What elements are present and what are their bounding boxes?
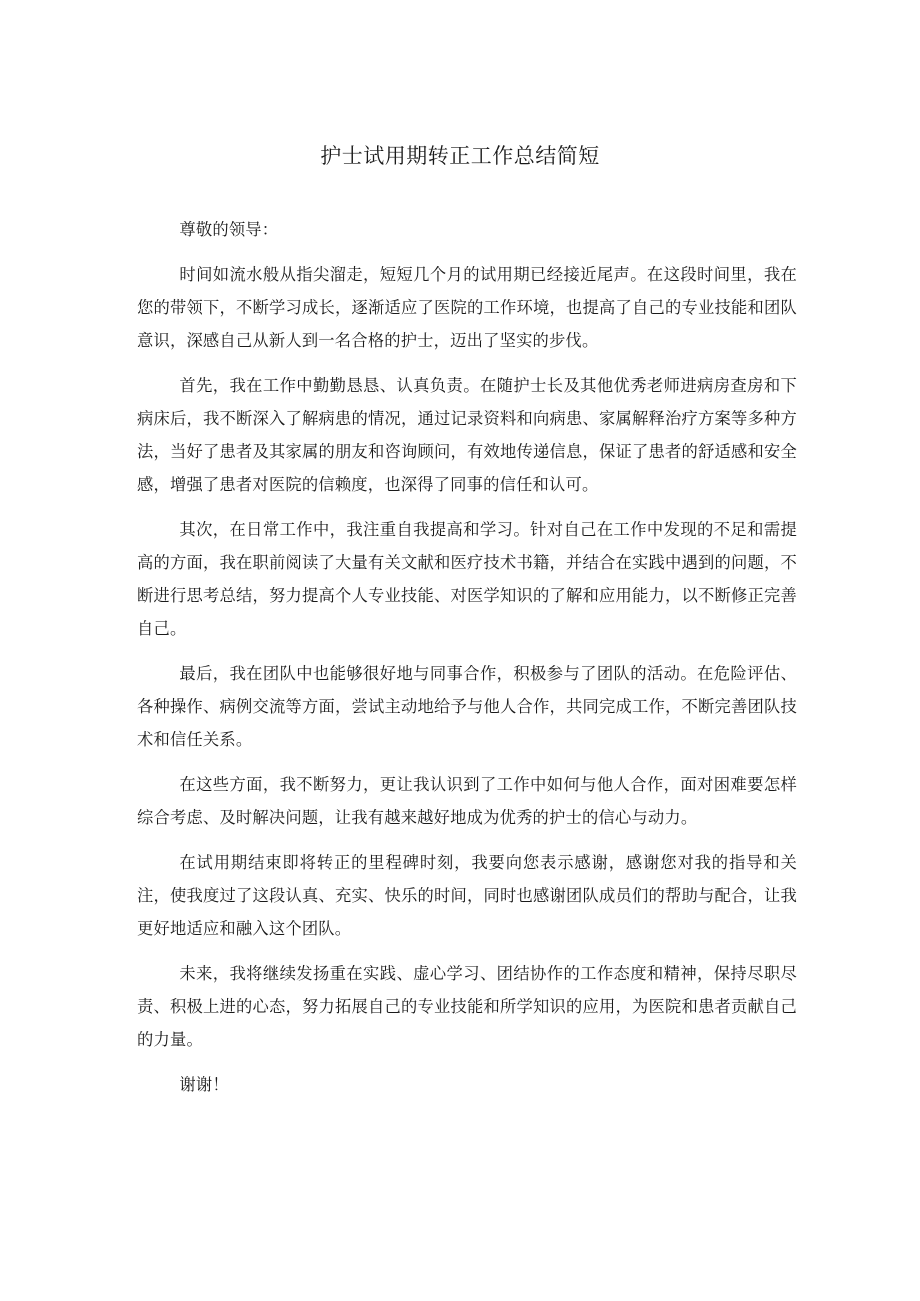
paragraph-reflection: 在这些方面，我不断努力，更让我认识到了工作中如何与他人合作，面对困难要怎样综合考虑、及时解决问题，让我有越来越好地成为优秀的护士的信心与动力。 <box>137 775 797 827</box>
document-body <box>137 213 797 1113</box>
greeting: 尊敬的领导： <box>179 220 279 239</box>
document-title: 护士试用期转正工作总结简短 <box>320 144 600 168</box>
closing: 谢谢！ <box>179 1075 229 1094</box>
paragraph-intro: 时间如流水般从指尖溜走，短短几个月的试用期已经接近尾声。在这段时间里，我在您的带领下，不断学习成长，逐渐适应了医院的工作环境，也提高了自己的专业技能和团队意识，深感自己从新人到一名合格的护士，迈出了坚实的步伐。 <box>137 265 797 350</box>
paragraph-first: 首先，我在工作中勤勤恳恳、认真负责。在随护士长及其他优秀老师进病房查房和下病床后，我不断深入了解病患的情况，通过记录资料和向病患、家属解释治疗方案等多种方法，当好了患者及其家属的朋友和咨询顾问，有效地传递信息，保证了患者的舒适感和安全感，增强了患者对医院的信赖度，也深得了同事的信任和认可。 <box>137 376 797 494</box>
paragraph-thanks: 在试用期结束即将转正的里程碑时刻，我要向您表示感谢，感谢您对我的指导和关注，使我度过了这段认真、充实、快乐的时间，同时也感谢团队成员们的帮助与配合，让我更好地适应和融入这个团队。 <box>137 853 797 938</box>
paragraph-future: 未来，我将继续发扬重在实践、虚心学习、团结协作的工作态度和精神，保持尽职尽责、积极上进的心态，努力拓展自己的专业技能和所学知识的应用，为医院和患者贡献自己的力量。 <box>137 964 797 1049</box>
paragraph-second: 其次，在日常工作中，我注重自我提高和学习。针对自己在工作中发现的不足和需提高的方面，我在职前阅读了大量有关文献和医疗技术书籍，并结合在实践中遇到的问题，不断进行思考总结，努力提高个人专业技能、对医学知识的了解和应用能力，以不断修正完善自己。 <box>137 520 797 638</box>
paragraph-last: 最后，我在团队中也能够很好地与同事合作，积极参与了团队的活动。在危险评估、各种操作、病例交流等方面，尝试主动地给予与他人合作，共同完成工作，不断完善团队技术和信任关系。 <box>137 664 797 749</box>
